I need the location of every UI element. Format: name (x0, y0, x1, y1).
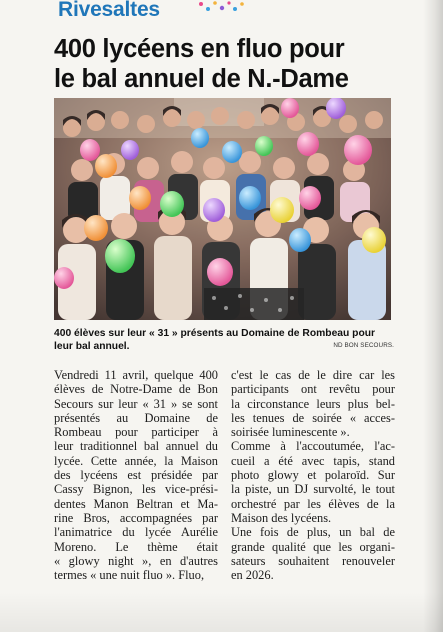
body-text-line: les tenues de soirée « acces- (231, 410, 395, 425)
photo-caption (54, 328, 394, 353)
body-text-line: participants ont revêtu pour (231, 382, 395, 397)
article-column-2 (231, 368, 395, 582)
body-text-line: « glowy night », en d'autres (54, 553, 218, 568)
body-text-line: des lycéens est présidée par (54, 468, 218, 483)
body-text-line: termes « une nuit fluo ». Fluo, (54, 568, 205, 583)
page-bottom-shade (0, 592, 443, 632)
body-text-line: sateurs souhaitent renouveler (231, 553, 395, 568)
body-text-line: photo glowy et polaroïd. Sur (231, 468, 395, 483)
body-text-line: élèves de Notre-Dame de Bon (54, 382, 218, 397)
body-text-line: grande qualité que les organi- (231, 539, 395, 554)
body-text-line: c'est le cas de le dire car les (231, 368, 395, 382)
body-text-line: cueil a été avec tapis, stand (231, 453, 395, 468)
caption-line-1: 400 élèves sur leur « 31 » présents au Domaine de Rombeau pour (54, 328, 376, 339)
article-headline (54, 34, 414, 94)
article-column-1 (54, 368, 218, 582)
caption-line-2: leur bal annuel. (54, 340, 130, 352)
page-edge-shadow (423, 0, 443, 632)
photo-credit: ND BON SECOURS. (333, 342, 394, 349)
body-text-line: Une fois de plus, un bal de (231, 525, 395, 540)
body-text-line: leur traditionnel bal annuel du (54, 439, 218, 454)
body-text-line: lycée. Cette année, la Maison (54, 453, 218, 468)
headline-line-2: le bal annuel de N.-Dame (54, 65, 349, 93)
body-text-line: soirisée luminescente ». (231, 425, 350, 440)
body-text-line: la circonstance leurs plus bel- (231, 396, 395, 411)
body-text-line: la piste, un DJ survolté, le tout (231, 482, 395, 497)
body-text-line: l'animatrice du lycée Aurélie (54, 525, 218, 540)
body-text-line: Moreno. Le thème était (54, 539, 218, 554)
body-text-line: Rombeau pour participer à (54, 425, 218, 440)
body-text-line: Maison des lycéens. (231, 510, 332, 525)
body-text-line: Vendredi 11 avril, quelque 400 (54, 368, 218, 382)
body-text-line: dentes Manon Beltran et Ma- (54, 496, 218, 511)
confetti-decoration-icon (198, 0, 248, 16)
body-text-line: Secours sur leur « 31 » se sont (54, 396, 218, 411)
body-text-line: Cassy Bignon, les vice-prési- (54, 482, 218, 497)
group-photo-illustration (54, 98, 391, 320)
headline-line-1: 400 lycéens en fluo pour (54, 35, 345, 63)
body-text-line: en 2026. (231, 568, 274, 583)
body-text-line: rine Bros, accompagnées par (54, 510, 218, 525)
section-town-name: Rivesaltes (58, 0, 160, 21)
body-text-line: orchestré par les élèves de la (231, 496, 395, 511)
body-text-line: Comme à l'accoutumée, l'ac- (231, 439, 395, 454)
article-photo (54, 98, 391, 320)
body-text-line: présentés au Domaine de (54, 410, 218, 425)
